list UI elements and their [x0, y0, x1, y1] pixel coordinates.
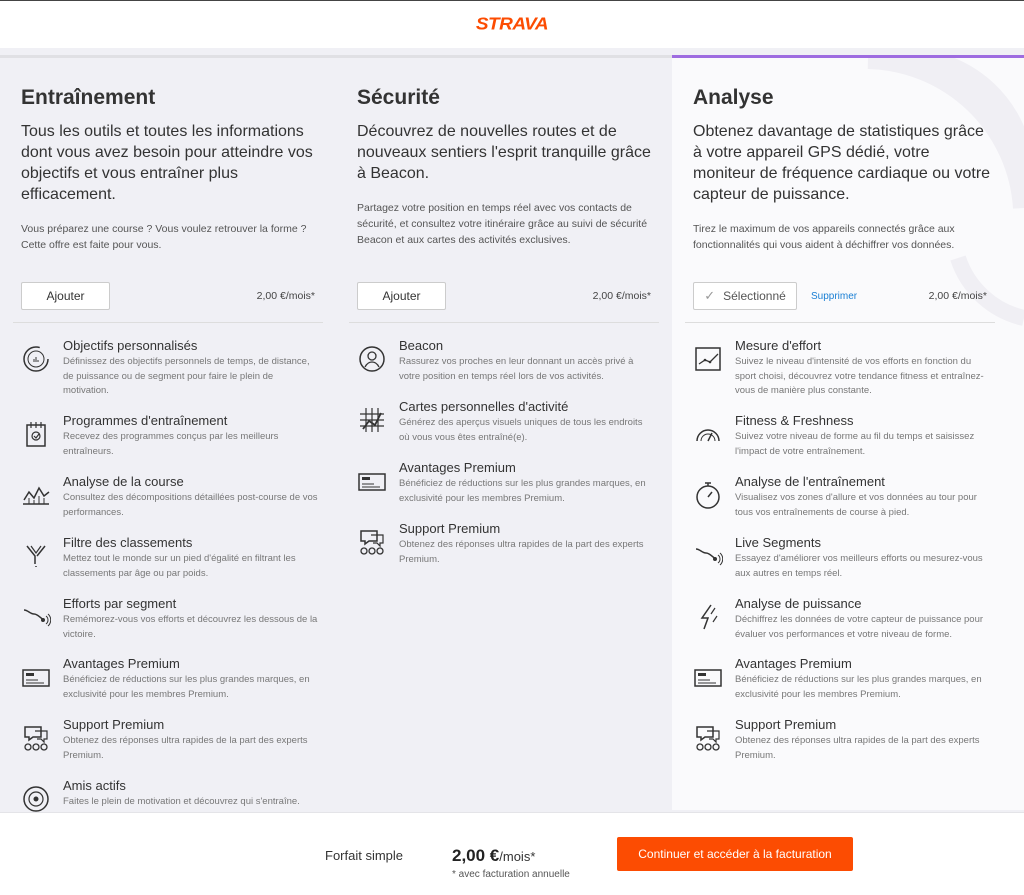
live-segment-icon	[693, 541, 723, 571]
strava-logo[interactable]: STRAVA	[475, 14, 549, 34]
action-row	[693, 282, 987, 310]
total-price	[452, 846, 535, 866]
remove-link[interactable]: Supprimer	[811, 290, 858, 302]
price-label: 2,00 €/mois*	[592, 290, 651, 302]
feature-title: Analyse de puissance	[735, 596, 862, 611]
feature-title: Support Premium	[735, 717, 837, 732]
feature-text: Obtenez des réponses ultra rapides de la part des experts Premium.	[735, 735, 980, 761]
price-label: 2,00 €/mois*	[928, 290, 987, 302]
column-description: Partagez votre position en temps réel avec vos contacts de sécurité, et consultez votre itinéraire grâce au suivi de sécurité Beacon et aux cartes des activités exclusives.	[357, 202, 648, 246]
feature-title: Filtre des classements	[63, 535, 193, 550]
total-amount: 2,00 €	[452, 846, 500, 865]
training-plan-icon	[21, 419, 51, 449]
race-analysis-icon	[21, 480, 51, 510]
feature-title: Analyse de la course	[63, 474, 184, 489]
check-icon: ✓	[704, 288, 716, 303]
divider	[349, 322, 659, 323]
column-lead: Obtenez davantage de statistiques grâce à votre appareil GPS dédié, votre moniteur de fréquence cardiaque ou votre capteur de puissance.	[693, 123, 991, 203]
beacon-icon	[357, 344, 387, 374]
billing-note: * avec facturation annuelle	[452, 869, 570, 880]
plan-column-analysis	[672, 55, 1024, 810]
column-title: Entraînement	[21, 86, 156, 109]
feature-text: Faites le plein de motivation et découvrez qui s'entraîne.	[63, 796, 300, 807]
continue-billing-button[interactable]: Continuer et accéder à la facturation	[617, 837, 853, 871]
column-title: Sécurité	[357, 86, 440, 109]
perks-card-icon	[21, 662, 51, 692]
filter-icon	[21, 541, 51, 571]
feature-text: Bénéficiez de réductions sur les plus grandes marques, en exclusivité pour les membres Premium.	[63, 674, 310, 700]
power-icon	[693, 602, 723, 632]
feature-text: Définissez des objectifs personnels de temps, de distance, de puissance ou de segment pour faire le plein de motivation.	[63, 356, 310, 396]
selected-label: Sélectionné	[723, 289, 786, 303]
add-training-button[interactable]: Ajouter	[21, 282, 110, 310]
add-safety-button[interactable]: Ajouter	[357, 282, 446, 310]
checkout-bar	[0, 812, 1024, 895]
action-row	[21, 282, 315, 310]
feature-text: Obtenez des réponses ultra rapides de la part des experts Premium.	[63, 735, 308, 761]
feature-title: Amis actifs	[63, 778, 126, 793]
feature-text: Bénéficiez de réductions sur les plus grandes marques, en exclusivité pour les membres Premium.	[735, 674, 982, 700]
plan-column-safety	[336, 55, 672, 810]
feature-title: Avantages Premium	[63, 656, 180, 671]
plan-column-training	[0, 55, 336, 810]
fitness-gauge-icon	[693, 419, 723, 449]
feature-text: Suivez votre niveau de forme au fil du temps et saisissez l'impact de votre entraînement.	[735, 431, 975, 457]
plan-columns	[0, 55, 1024, 810]
perks-card-icon	[357, 466, 387, 496]
feature-title: Objectifs personnalisés	[63, 338, 198, 353]
feature-text: Suivez le niveau d'intensité de vos efforts en fonction du sport choisi, découvrez votre tendance fitness et entraînez-vous de manière plus constante.	[735, 356, 984, 396]
top-bar	[0, 0, 1024, 48]
feature-text: Mettez tout le monde sur un pied d'égalité en filtrant les classements par âge ou par poids.	[63, 553, 296, 579]
segment-icon	[21, 602, 51, 632]
feature-title: Live Segments	[735, 535, 821, 550]
active-friends-icon	[21, 784, 51, 814]
support-icon	[693, 723, 723, 753]
goals-icon	[21, 344, 51, 374]
feature-title: Analyse de l'entraînement	[735, 474, 885, 489]
feature-text: Générez des aperçus visuels uniques de tous les endroits où vous vous êtes entraîné(e).	[399, 417, 643, 443]
feature-text: Remémorez-vous vos efforts et découvrez les dessous de la victoire.	[63, 614, 318, 640]
plan-label: Forfait simple	[325, 848, 404, 863]
feature-title: Efforts par segment	[63, 596, 177, 611]
column-description: Vous préparez une course ? Vous voulez retrouver la forme ? Cette offre est faite pour vous.	[21, 223, 307, 251]
stopwatch-icon	[693, 480, 723, 510]
divider	[685, 322, 995, 323]
feature-text: Consultez des décompositions détaillées post-course de vos performances.	[63, 492, 318, 518]
feature-text: Déchiffrez les données de votre capteur de puissance pour évaluer vos performances et votre niveau de forme.	[735, 614, 984, 640]
column-lead: Découvrez de nouvelles routes et de nouveaux sentiers l'esprit tranquille grâce à Beacon.	[357, 123, 651, 182]
price-label: 2,00 €/mois*	[256, 290, 315, 302]
feature-title: Avantages Premium	[735, 656, 852, 671]
feature-text: Rassurez vos proches en leur donnant un accès privé à votre position en temps réel lors de vos activités.	[399, 356, 634, 382]
column-description: Tirez le maximum de vos appareils connectés grâce aux fonctionnalités qui vous aident à déchiffrer vos données.	[693, 223, 955, 251]
support-icon	[21, 723, 51, 753]
column-lead: Tous les outils et toutes les informations dont vous avez besoin pour atteindre vos objectifs et vous entraîner plus efficacement.	[21, 123, 313, 203]
feature-text: Bénéficiez de réductions sur les plus grandes marques, en exclusivité pour les membres Premium.	[399, 478, 646, 504]
column-title: Analyse	[693, 86, 774, 109]
feature-title: Fitness & Freshness	[735, 413, 854, 428]
feature-title: Cartes personnelles d'activité	[399, 399, 569, 414]
effort-icon	[693, 344, 723, 374]
perks-card-icon	[693, 662, 723, 692]
feature-title: Support Premium	[63, 717, 165, 732]
feature-title: Beacon	[399, 338, 444, 353]
feature-title: Support Premium	[399, 521, 501, 536]
divider	[13, 322, 323, 323]
feature-text: Essayez d'améliorer vos meilleurs efforts ou mesurez-vous aux autres en temps réel.	[735, 553, 983, 579]
feature-text: Visualisez vos zones d'allure et vos données au tour pour tous vos entraînements de course à pied.	[735, 492, 977, 518]
feature-title: Programmes d'entraînement	[63, 413, 228, 428]
feature-title: Mesure d'effort	[735, 338, 822, 353]
total-unit: /mois*	[499, 849, 536, 864]
support-icon	[357, 527, 387, 557]
heatmap-icon	[357, 405, 387, 435]
feature-text: Recevez des programmes conçus par les meilleurs entraîneurs.	[63, 431, 279, 457]
action-row	[357, 282, 651, 310]
selected-button[interactable]	[693, 282, 797, 310]
feature-title: Avantages Premium	[399, 460, 516, 475]
feature-text: Obtenez des réponses ultra rapides de la part des experts Premium.	[399, 539, 644, 565]
